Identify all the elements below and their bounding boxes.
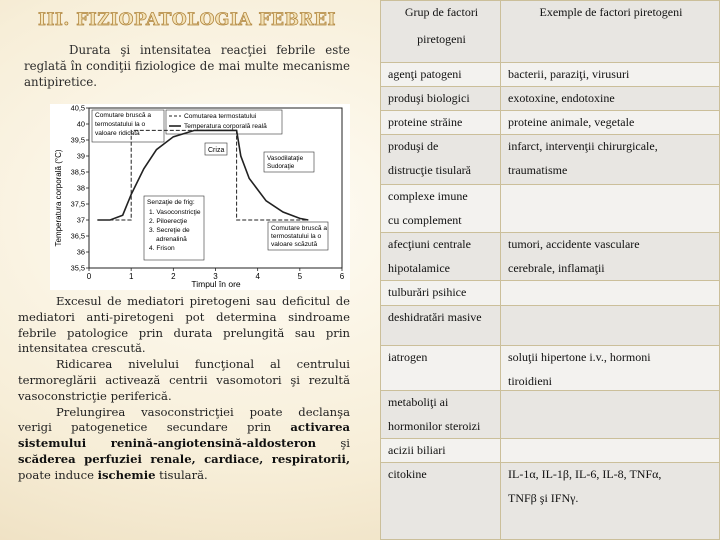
annotation-rise: Comutare bruscă a termostatului la o valoare ridicată (95, 112, 152, 137)
table-row: iatrogen soluţii hipertone i.v., hormoni tiroidieni (381, 346, 720, 391)
table-row: complexe imune cu complement (381, 185, 720, 233)
y-tick-label: 37 (76, 215, 85, 225)
annotation-fall: Comutare bruscă a termostatului la o valoare scăzută (271, 225, 328, 248)
y-tick-label: 39 (76, 151, 85, 161)
table-row: proteine străine proteine animale, vegetale (381, 111, 720, 135)
y-axis-label: Temperatura corporală (°C) (54, 149, 63, 247)
annotation-legend: Comutarea termostatului Temperatura corporală reală (184, 113, 267, 130)
fever-chart (50, 104, 350, 290)
intro-paragraph: Durata şi intensitatea reacţiei febrile este reglată în condiţii fiziologice de mai multe mecanisme antipiretice. (24, 43, 350, 89)
table-header-row (381, 1, 720, 63)
table-row: tulburări psihice (381, 281, 720, 306)
table-row: acizii biliari (381, 439, 720, 463)
paragraph-prolonged-vasoconstriction: Prelungirea vasoconstricţiei poate declanşa verigi patogenetice secundare prin activarea sistemului renină-angiotensină-aldosteron şi scăderea perfuziei renale, cardiace, respiratorii, poate induce ischemie tisulară. (18, 404, 350, 482)
table-row: produşi biologici exotoxine, endotoxine (381, 87, 720, 111)
fever-chart-svg (50, 104, 350, 290)
y-tick-label: 35,5 (70, 263, 85, 273)
header-examples: Exemple de factori piretogeni (501, 1, 720, 63)
x-axis-label: Timpul în ore (191, 279, 241, 289)
table-row: metaboliţi ai hormonilor steroizi (381, 391, 720, 439)
x-tick-label: 3 (213, 272, 218, 281)
page-title: III. FIZIOPATOLOGIA FEBREI (38, 10, 336, 30)
table-row: afecţiuni centrale hipotalamice tumori, accidente vasculare cerebrale, inflamaţii (381, 233, 720, 281)
x-tick-label: 2 (171, 272, 176, 281)
table-row: citokine IL-1α, IL-1β, IL-6, IL-8, TNFα, TNFβ şi IFNγ. (381, 463, 720, 540)
x-tick-label: 1 (128, 272, 134, 281)
annotation-cold: Senzaţie de frig: 1. Vasoconstricţie 2. Piloerecţie 3. Secreţie de adrenalină 4. Frison (147, 199, 201, 252)
x-tick-label: 4 (255, 272, 260, 281)
y-tick-label: 38,5 (70, 167, 85, 177)
paragraph-excess-mediators: Excesul de mediatori piretogeni sau deficitul de mediatori anti-piretogeni pot determina sindroame febrile patologice prin durata prelungită sau prin intensitatea crescută. (18, 294, 350, 356)
body-text (18, 294, 350, 484)
y-tick-label: 36 (76, 247, 85, 257)
y-tick-label: 38 (76, 183, 85, 193)
table-row: produşi de distrucţie tisulară infarct, intervenţii chirurgicale, traumatisme (381, 135, 720, 185)
y-tick-label: 39,5 (70, 135, 85, 145)
pyrogenic-factors-table (380, 0, 720, 540)
table-row: deshidratări masive (381, 306, 720, 346)
table-row: agenţi patogeni bacterii, paraziţi, virusuri (381, 63, 720, 87)
x-tick-label: 5 (297, 272, 303, 281)
x-tick-label: 0 (86, 272, 92, 281)
annotation-vasodilation: Vasodilataţie Sudoraţie (267, 155, 304, 170)
y-tick-label: 36,5 (70, 231, 85, 241)
y-tick-label: 40 (76, 119, 85, 129)
y-tick-label: 37,5 (70, 199, 85, 209)
x-tick-label: 6 (339, 272, 345, 281)
paragraph-vasoconstriction: Ridicarea nivelului funcţional al centrului termoreglării activează centrii vasomotori şi rezultă vasoconstricţie periferică. (18, 357, 350, 403)
header-factor-group: Grup de factori piretogeni (381, 1, 501, 63)
y-tick-label: 40,5 (70, 104, 85, 113)
annotation-crisis: Criza (208, 147, 225, 154)
